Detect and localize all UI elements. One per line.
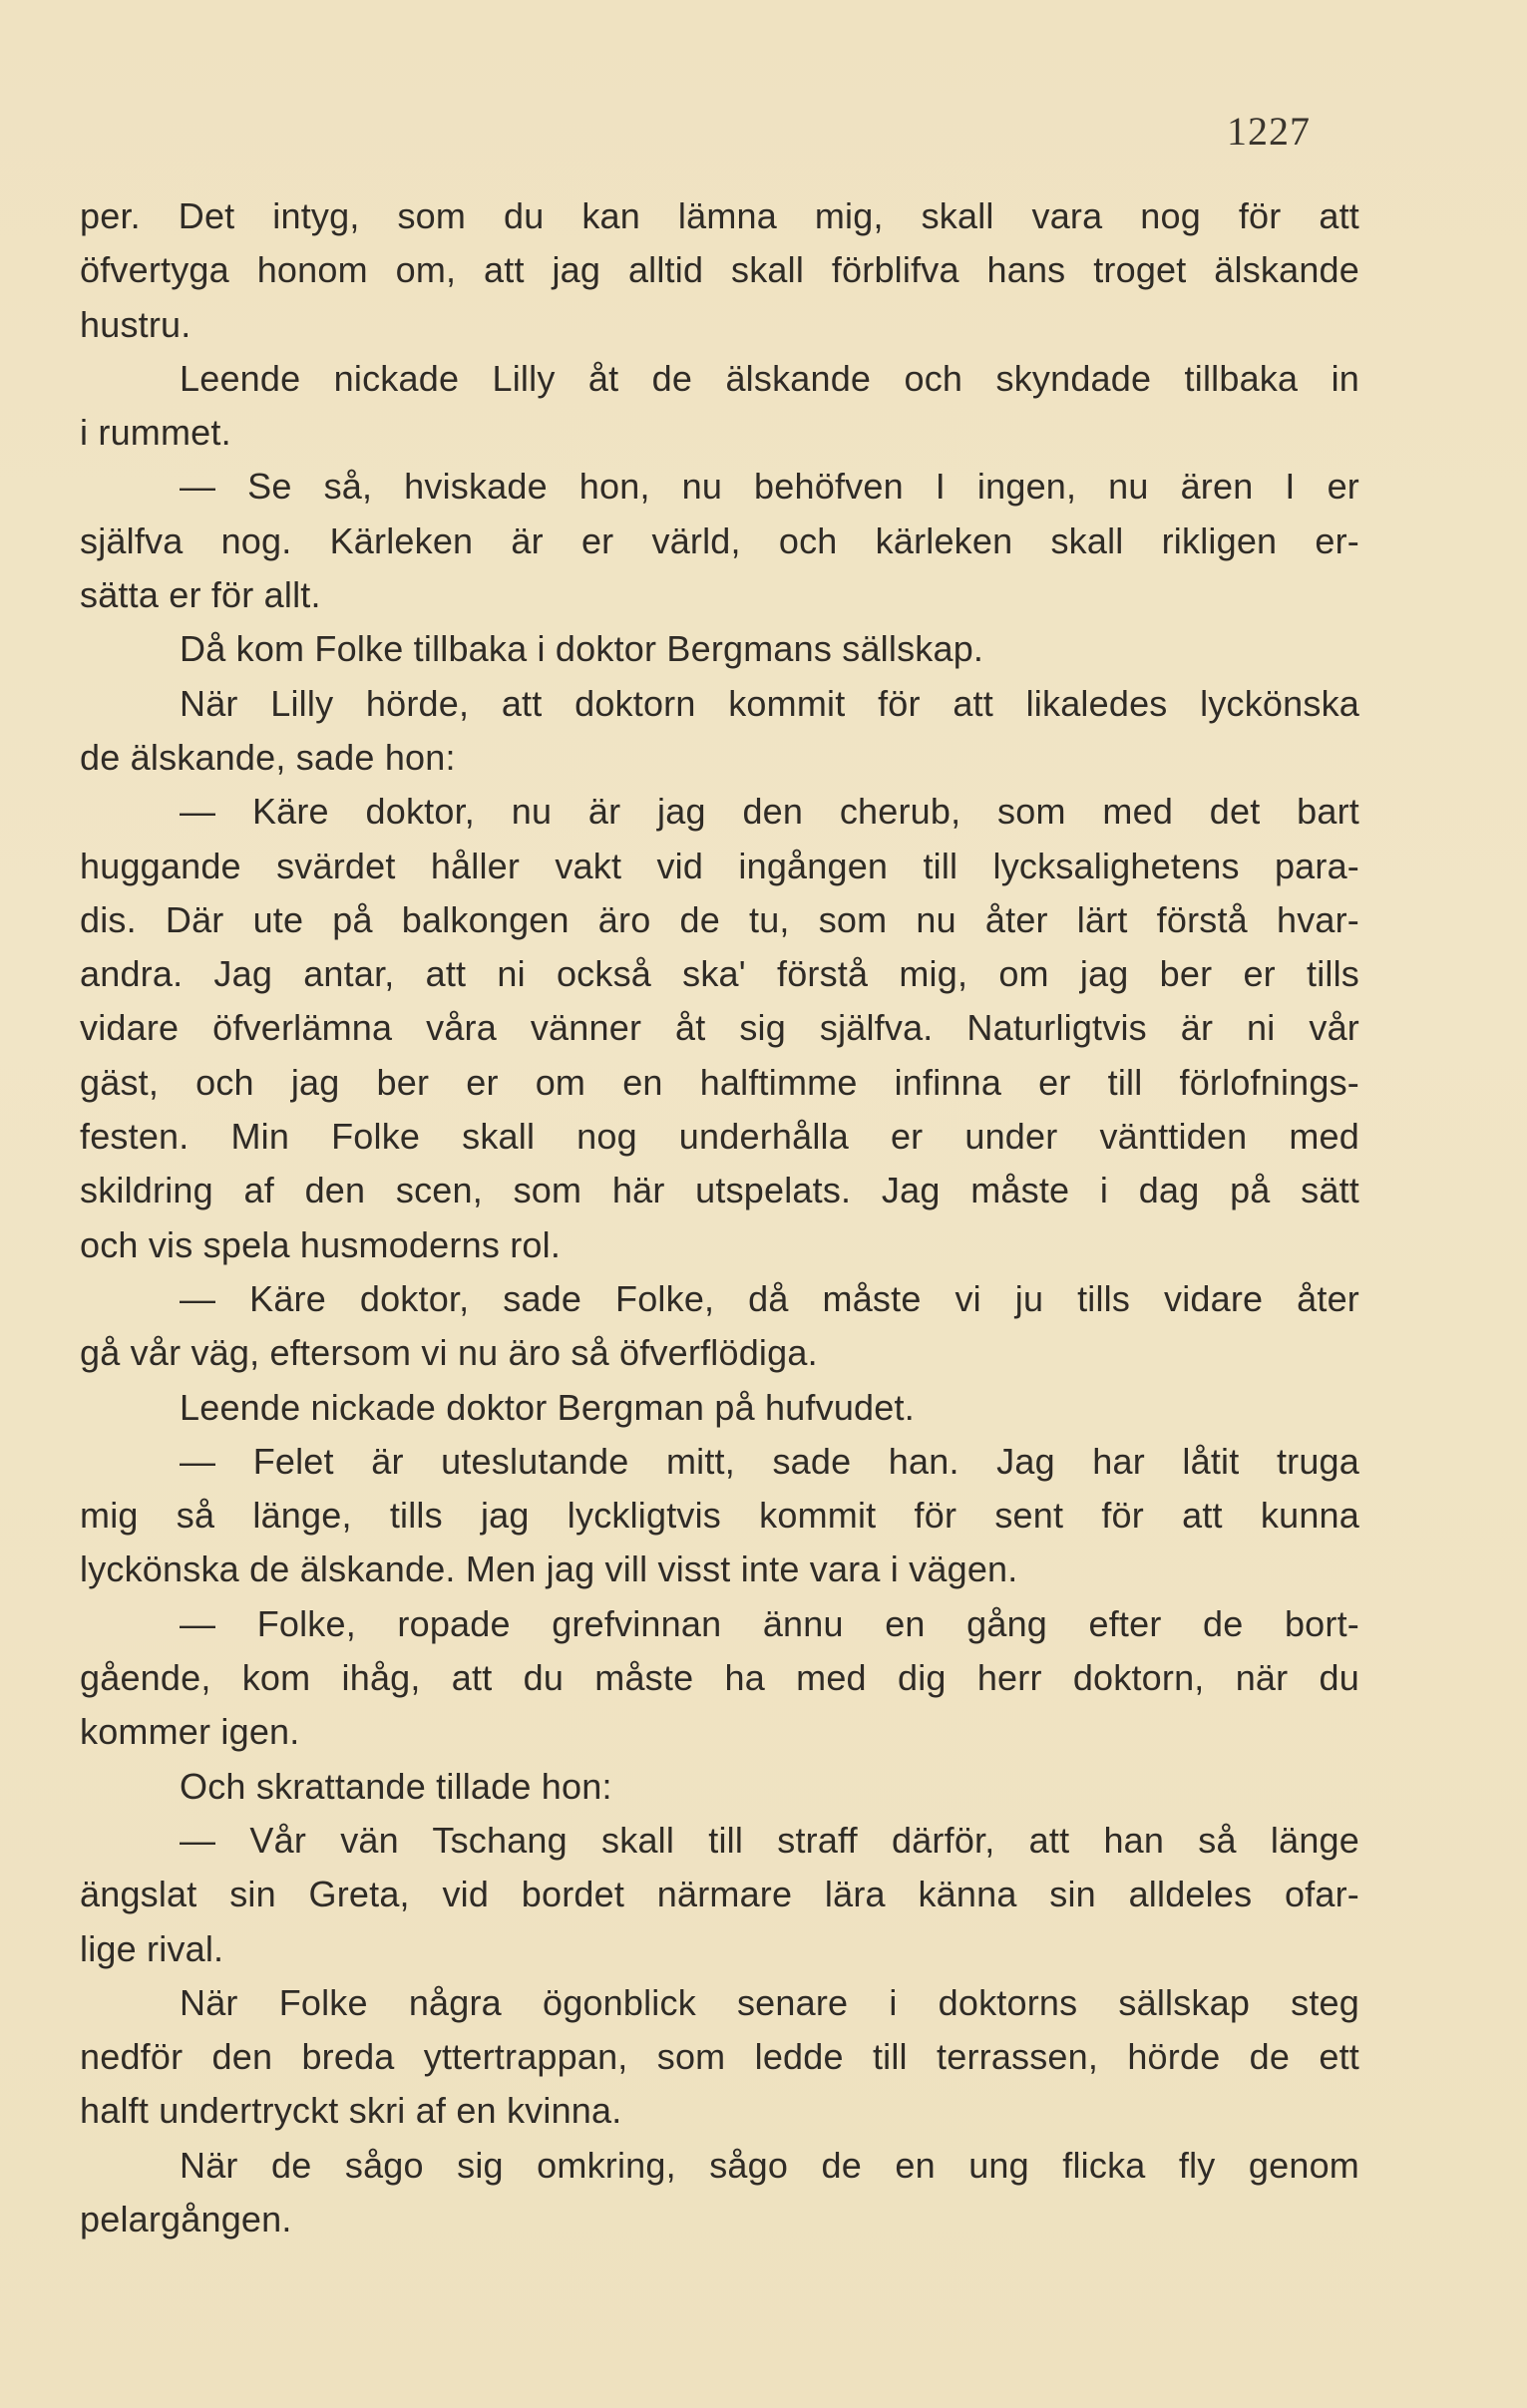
text-line: — Felet är uteslutande mitt, sade han. Jag har låtit truga bbox=[180, 1440, 1359, 1482]
text-line: i rummet. bbox=[80, 412, 231, 454]
text-line: per. Det intyg, som du kan lämna mig, skall vara nog för att bbox=[80, 195, 1359, 236]
body-text bbox=[80, 189, 1359, 2246]
text-line: de älskande, sade hon: bbox=[80, 736, 456, 778]
text-line: kommer igen. bbox=[80, 1711, 300, 1753]
text-line: själfva nog. Kärleken är er värld, och kärleken skall rikligen er- bbox=[80, 519, 1359, 561]
text-line: Leende nickade doktor Bergman på hufvudet. bbox=[180, 1386, 915, 1428]
text-line: — Folke, ropade grefvinnan ännu en gång efter de bort- bbox=[180, 1602, 1359, 1644]
text-line: gäst, och jag ber er om en halftimme infinna er till förlofnings- bbox=[80, 1061, 1359, 1103]
text-line: halft undertryckt skri af en kvinna. bbox=[80, 2090, 622, 2132]
text-line: lige rival. bbox=[80, 1927, 224, 1969]
text-line: och vis spela husmoderns rol. bbox=[80, 1223, 562, 1265]
text-line: andra. Jag antar, att ni också ska' förstå mig, om jag ber er tills bbox=[80, 953, 1359, 995]
page-number: 1227 bbox=[1227, 109, 1311, 154]
text-line: vidare öfverlämna våra vänner åt sig själfva. Naturligtvis är ni vår bbox=[80, 1007, 1359, 1049]
text-line: nedför den breda yttertrappan, som ledde till terrassen, hörde de ett bbox=[80, 2036, 1359, 2078]
text-line: — Käre doktor, sade Folke, då måste vi ju tills vidare åter bbox=[180, 1277, 1359, 1319]
text-line: dis. Där ute på balkongen äro de tu, som nu åter lärt förstå hvar- bbox=[80, 898, 1359, 940]
text-line: Och skrattande tillade hon: bbox=[180, 1765, 612, 1807]
text-line: mig så länge, tills jag lyckligtvis kommit för sent för att kunna bbox=[80, 1495, 1359, 1537]
text-line: hustru. bbox=[80, 303, 191, 345]
text-line: gå vår väg, eftersom vi nu äro så öfverflödiga. bbox=[80, 1332, 818, 1374]
text-line: — Käre doktor, nu är jag den cherub, som med det bart bbox=[180, 791, 1359, 833]
text-line: ängslat sin Greta, vid bordet närmare lära känna sin alldeles ofar- bbox=[80, 1874, 1359, 1915]
text-line: När Folke några ögonblick senare i doktorns sällskap steg bbox=[180, 1981, 1359, 2023]
text-line: gående, kom ihåg, att du måste ha med dig herr doktorn, när du bbox=[80, 1657, 1359, 1699]
text-line: När Lilly hörde, att doktorn kommit för att likaledes lyckönska bbox=[180, 682, 1359, 724]
text-line: Då kom Folke tillbaka i doktor Bergmans sällskap. bbox=[180, 628, 984, 670]
text-line: öfvertyga honom om, att jag alltid skall förblifva hans troget älskande bbox=[80, 249, 1359, 291]
text-line: sätta er för allt. bbox=[80, 574, 321, 616]
text-line: huggande svärdet håller vakt vid ingången till lycksalighetens para- bbox=[80, 845, 1359, 886]
text-line: skildring af den scen, som här utspelats. Jag måste i dag på sätt bbox=[80, 1170, 1359, 1211]
text-line: När de sågo sig omkring, sågo de en ung flicka fly genom bbox=[180, 2144, 1359, 2186]
text-line: — Vår vän Tschang skall till straff därför, att han så länge bbox=[180, 1819, 1359, 1861]
text-line: — Se så, hviskade hon, nu behöfven I ingen, nu ären I er bbox=[180, 466, 1359, 508]
text-line: Leende nickade Lilly åt de älskande och skyndade tillbaka in bbox=[180, 357, 1359, 399]
text-line: pelargången. bbox=[80, 2198, 292, 2239]
text-line: festen. Min Folke skall nog underhålla er under vänttiden med bbox=[80, 1116, 1359, 1158]
text-line: lyckönska de älskande. Men jag vill visst inte vara i vägen. bbox=[80, 1548, 1018, 1590]
